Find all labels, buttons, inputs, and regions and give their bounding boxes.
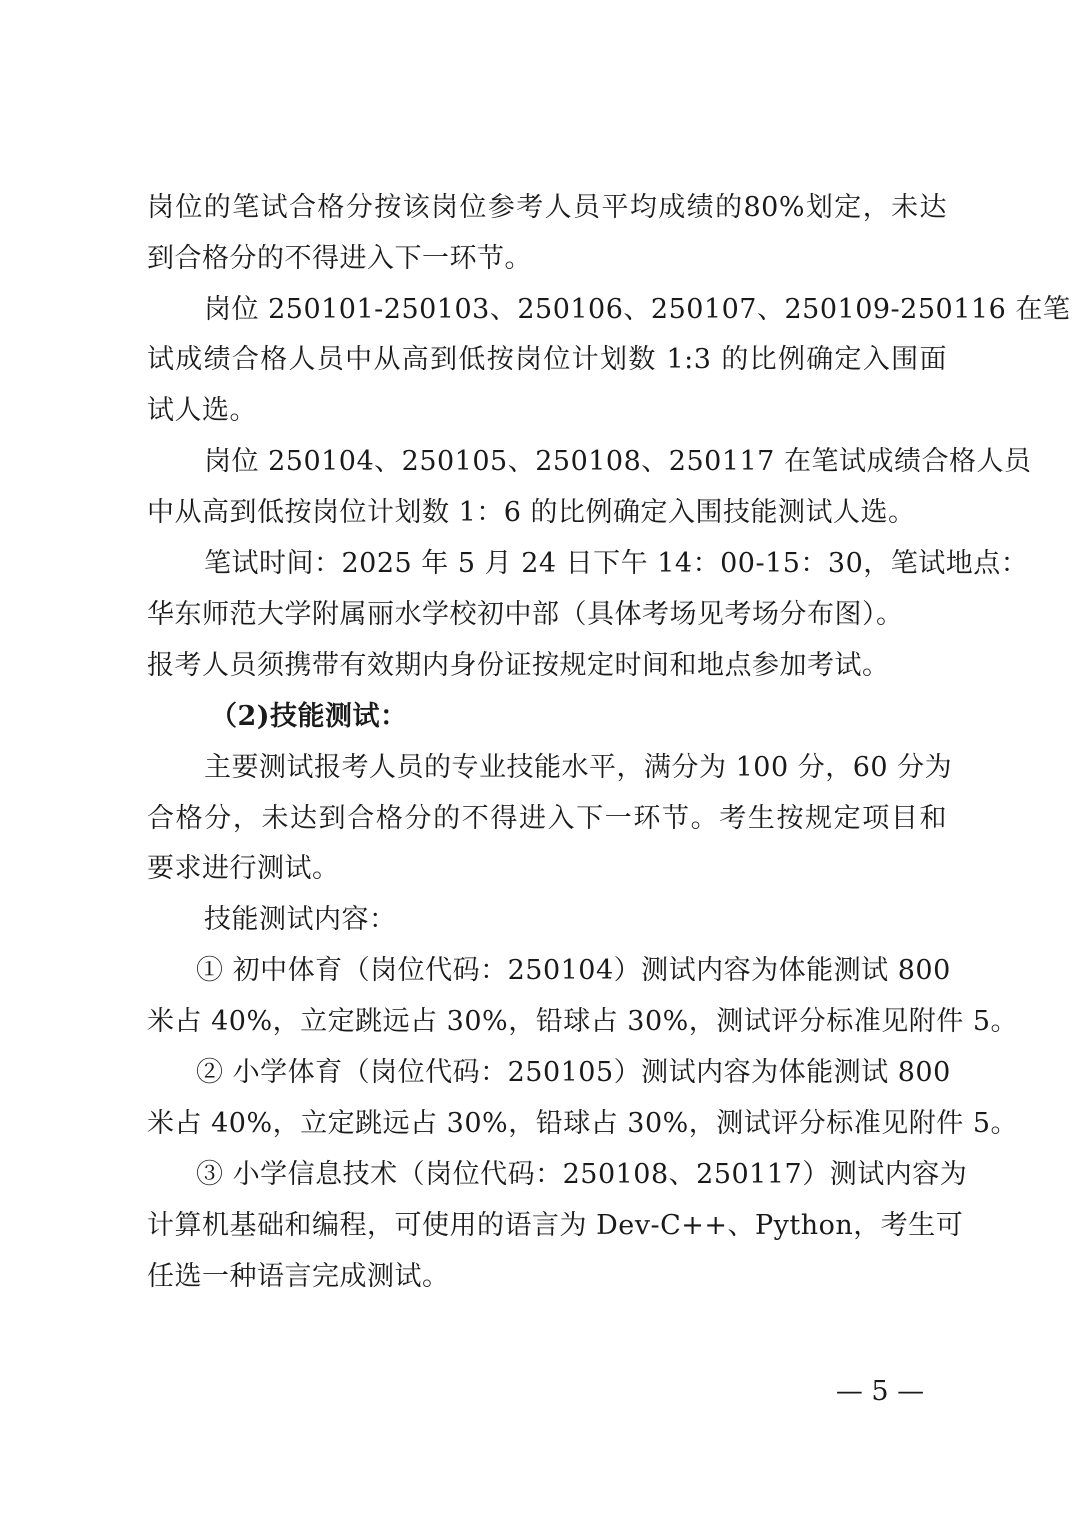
list-item: ② 小学体育（岗位代码：250105）测试内容为体能测试 800: [196, 1057, 951, 1088]
list-item: ① 初中体育（岗位代码：250104）测试内容为体能测试 800: [196, 955, 951, 986]
section-heading: （2)技能测试：: [210, 701, 408, 732]
text-line: 岗位 250101-250103、250106、250107、250109-250116 在笔: [204, 294, 1071, 325]
text-line: 主要测试报考人员的专业技能水平，满分为 100 分，60 分为: [204, 752, 953, 783]
text-line: 笔试时间：2025 年 5 月 24 日下午 14：00-15：30，笔试地点：: [204, 548, 1029, 579]
text-line: 技能测试内容：: [204, 904, 397, 935]
text-line: 岗位 250104、250105、250108、250117 在笔试成绩合格人员: [204, 446, 1032, 477]
list-item: ③ 小学信息技术（岗位代码：250108、250117）测试内容为: [196, 1159, 968, 1190]
text-line: 米占 40%，立定跳远占 30%，铅球占 30%，测试评分标准见附件 5。: [147, 1006, 1019, 1037]
page-number: — 5 —: [835, 1376, 925, 1407]
text-line: 岗位的笔试合格分按该岗位参考人员平均成绩的80%划定，未达: [147, 192, 947, 223]
text-line: 要求进行测试。: [147, 853, 340, 884]
text-line: 试成绩合格人员中从高到低按岗位计划数 1:3 的比例确定入围面: [147, 344, 947, 375]
text-line: 计算机基础和编程，可使用的语言为 Dev-C++、Python，考生可: [147, 1210, 964, 1241]
text-line: 米占 40%，立定跳远占 30%，铅球占 30%，测试评分标准见附件 5。: [147, 1108, 1019, 1139]
text-line: 报考人员须携带有效期内身份证按规定时间和地点参加考试。: [147, 650, 890, 681]
text-line: 华东师范大学附属丽水学校初中部（具体考场见考场分布图）。: [147, 599, 904, 630]
text-line: 中从高到低按岗位计划数 1：6 的比例确定入围技能测试人选。: [147, 497, 916, 528]
text-line: 合格分，未达到合格分的不得进入下一环节。考生按规定项目和: [147, 803, 947, 834]
text-line: 任选一种语言完成测试。: [147, 1261, 450, 1292]
text-line: 试人选。: [147, 395, 257, 426]
text-line: 到合格分的不得进入下一环节。: [147, 243, 532, 274]
